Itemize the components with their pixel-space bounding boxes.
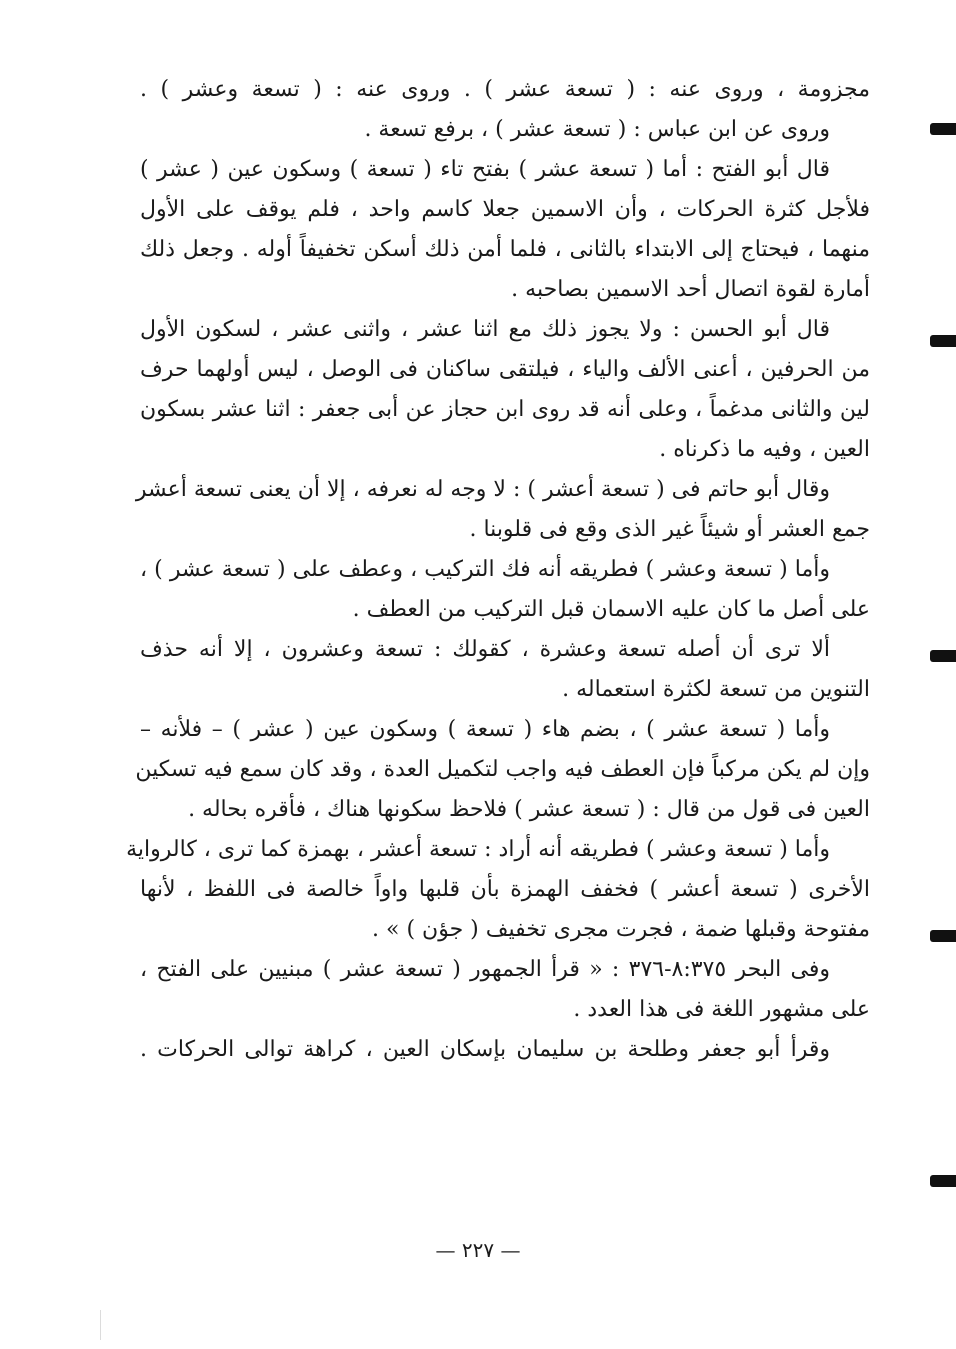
text-line-8: من الحرفين ، أعنى الألف والياء ، فيلتقى ساكنان فى الوصل ، ليس أولهما حرف [140,357,870,382]
text-line-16: التنوين من تسعة لكثرة استعماله . [562,677,870,702]
text-line-25: وقرأ أبو جعفر وطلحة بن سليمان بإسكان العين ، كراهة توالى الحركات . [140,1037,830,1062]
text-line-18: وإن لم يكن مركباً فإن العطف فيه واجب لتكميل العدة ، وقد كان سمع فيه تسكين [135,757,870,782]
text-line-2: وروى عن ابن عباس : ( تسعة عشر ) ، برفع تسعة . [364,117,830,142]
text-line-7: قال أبو الحسن : ولا يجوز ذلك مع اثنا عشر ، واثنى عشر ، لسكون الأول [140,317,830,342]
text-line-21: الأخرى ( تسعة أعشر ) فخفف الهمزة بأن قلبها واواً خالصة فى اللفظ ، لأنها [140,877,870,902]
text-line-12: جمع العشر أو شيئاً غير الذى وقع فى قلوبنا . [469,517,870,542]
text-line-22: مفتوحة وقبلها ضمة ، فجرت مجرى تخفيف ( جؤن ) » . [372,917,870,942]
text-line-24: على مشهور اللغة فى هذا العدد . [573,997,870,1022]
margin-mark [930,650,956,662]
text-line-17: وأما ( تسعة عشر ) ، بضم هاء ( تسعة ) وسكون عين ( عشر ) – فلأنه – [140,717,830,742]
text-line-13: وأما ( تسعة وعشر ) فطريقه أنه فك التركيب ، وعطف على ( تسعة عشر ) ، [140,557,830,582]
margin-mark [930,1175,956,1187]
text-line-1: مجزومة ، وروى عنه : ( تسعة عشر ) . وروى عنه : ( تسعة وعشر ) . [140,77,870,102]
text-line-14: على أصل ما كان عليه الاسمان قبل التركيب من العطف . [352,597,870,622]
text-line-10: العين ، وفيه ما ذكرناه . [659,437,870,462]
margin-mark [930,930,956,942]
page-number: — ٢٢٧ — [435,1238,521,1262]
text-line-9: لين والثانى مدغماً ، وعلى أنه قد روى ابن حجاز عن أبى جعفر : اثنا عشر بسكون [140,397,870,422]
text-line-15: ألا ترى أن أصله تسعة وعشرة ، كقولك : تسعة وعشرون ، إلا أنه حذف [140,637,830,662]
margin-mark [930,123,956,135]
text-line-20: وأما ( تسعة وعشر ) فطريقه أنه أراد : تسعة أعشر ، بهمزة كما ترى ، كالرواية [126,837,830,862]
body-text [126,70,870,1070]
text-line-4: فلأجل كثرة الحركات ، وأن الاسمين جعلا كاسم واحد ، فلم يوقف على الأول [140,197,870,222]
text-line-11: وقال أبو حاتم فى ( تسعة أعشر ) : لا وجه له نعرفه ، إلا أن يعنى تسعة أعشر [135,477,830,502]
text-line-19: العين فى قول من قال : ( تسعة عشر ) فلاحظ سكونها هناك ، فأقره بحاله . [188,797,870,822]
scan-artifact [100,1310,101,1340]
text-line-5: منهما ، فيحتاج إلى الابتداء بالثانى ، فلما أمن ذلك أسكن تخفيفاً أوله . وجعل ذلك [140,237,870,262]
text-line-23: وفى البحر ٨:٣٧٥-٣٧٦ : « قرأ الجمهور ( تسعة عشر ) مبنيين على الفتح ، [140,957,831,982]
margin-mark [930,335,956,347]
text-line-6: أمارة لقوة اتصال أحد الاسمين بصاحبه . [511,277,870,302]
text-line-3: قال أبو الفتح : أما ( تسعة عشر ) بفتح تاء ( تسعة ) وسكون عين ( عشر ) [140,157,830,182]
